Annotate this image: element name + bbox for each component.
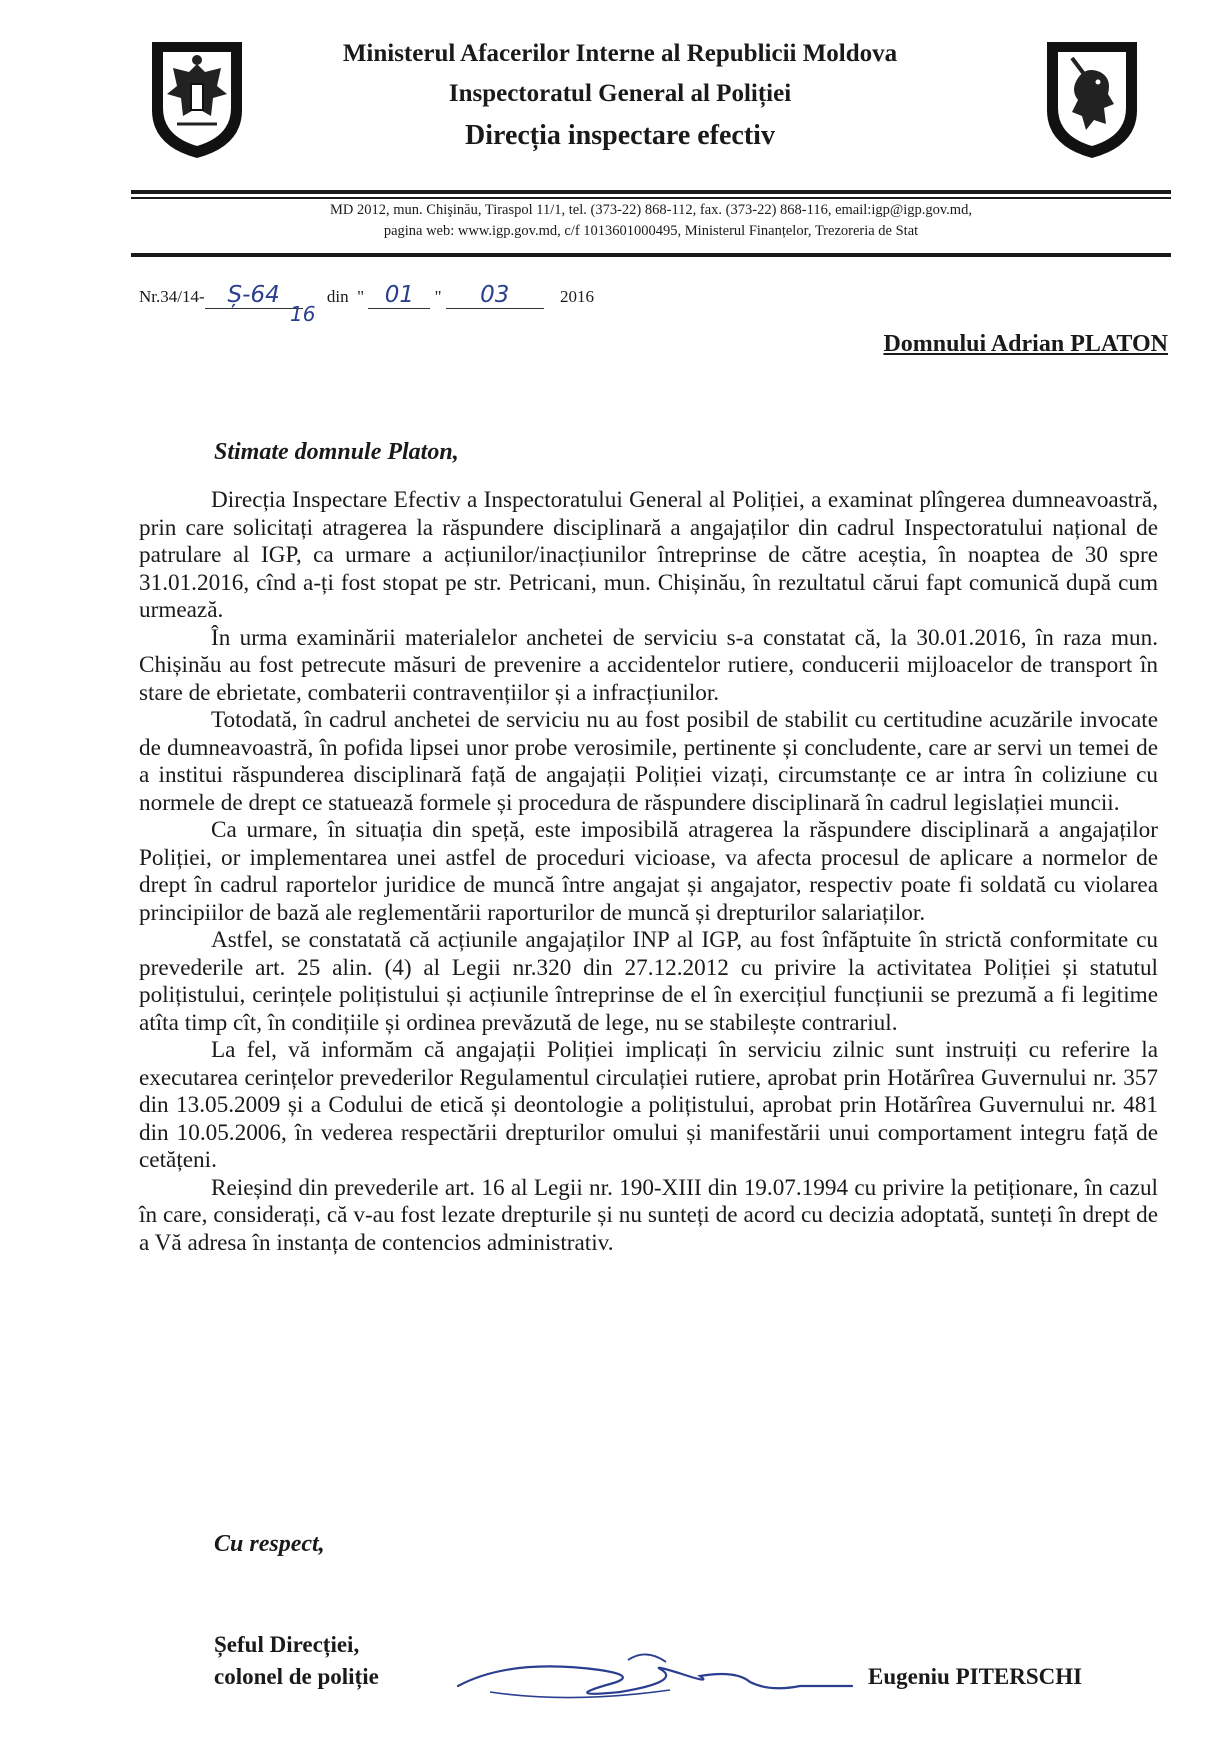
signer-title-line2: colonel de poliție bbox=[214, 1664, 379, 1689]
reference-date-label: din bbox=[326, 287, 349, 306]
signer-name: Eugeniu PITERSCHI bbox=[868, 1664, 1083, 1689]
letter-body bbox=[139, 487, 1158, 1257]
body-paragraph: Reieșind din prevederile art. 16 al Legii nr. 190-XIII din 19.07.1994 cu privire la petiționare, în cazul în care, considerați, că v-au fost lezate drepturile și nu sunteți de acord cu decizia adoptată, sunteți în drept de a Vă adresa în instanța de contencios administrativ. bbox=[139, 1174, 1158, 1256]
salutation: Stimate domnule Platon, bbox=[214, 439, 459, 465]
body-paragraph: Astfel, se constatată că acțiunile angajaților INP al IGP, au fost înfăptuite în strictă conformitate cu prevederile art. 25 alin. (4) al Legii nr.320 din 27.12.2012 cu privire la activitatea Poliției și statutul polițistului, cerințele polițistului și acțiunile întreprinse de el în exercițiul funcțiunii se prezumă a fi legitime atîta timp cît, în condițiile și ordinea prevăzută de lege, nu se stabilește contrariul. bbox=[139, 927, 1158, 1036]
reference-month: 03 bbox=[446, 282, 544, 309]
contact-web-line: pagina web: www.igp.gov.md, c/f 1013601000495, Ministerul Finanțelor, Trezoreria de Stat bbox=[383, 223, 919, 239]
reference-line: Nr.34/14- Ș-64 din " 01 " 03 2016 bbox=[139, 282, 595, 308]
header-divider-top-thin bbox=[131, 197, 1171, 199]
reference-number: Ș-64 bbox=[205, 282, 303, 309]
body-paragraph: Ca urmare, în situația din speță, este imposibilă atragerea la răspundere disciplinară a angajaților Poliției, or implementarea unei astfel de proceduri vicioase, va afecta procesul de aplicare a normelor de drept în cadrul raportelor juridice de muncă între angajat și angajator, respectiv poate fi soldată cu violarea principiilor de bază ale reglementării raporturilor de muncă și drepturilor salariaților. bbox=[139, 817, 1158, 926]
body-paragraph: Totodată, în cadrul anchetei de serviciu nu au fost posibil de stabilit cu certitudine acuzările invocate de dumneavoastră, în pofida lipsei unor probe verosimile, pertinente și concludente, care ar servi un temei de a institui răspunderea disciplinară față de angajații Poliției vizați, circumstanțe ce ar intra în coliziune cu normele de drept ce statuează formele și procedura de răspundere disciplinară în cadrul legislației muncii. bbox=[139, 707, 1158, 816]
contact-address-line: MD 2012, mun. Chişinău, Tiraspol 11/1, tel. (373-22) 868-112, fax. (373-22) 868-116, email:igp@igp.gov.md, bbox=[330, 202, 972, 218]
inspectorate-name: Inspectoratul General al Poliției bbox=[448, 80, 792, 107]
header-divider-bottom bbox=[131, 253, 1171, 257]
reference-day: 01 bbox=[368, 282, 430, 309]
body-paragraph: În urma examinării materialelor anchetei de serviciu s-a constatat că, la 30.01.2016, în raza mun. Chișinău au fost petrecute măsuri de prevenire a accidentelor rutiere, conducerii mijloacelor de transport în stare de ebrietate, combaterii contravențiilor și a infracțiunilor. bbox=[139, 624, 1158, 706]
police-lion-shield-icon bbox=[1042, 38, 1142, 162]
ministry-name: Ministerul Afacerilor Interne al Republicii Moldova bbox=[342, 40, 898, 67]
moldova-coat-of-arms-icon bbox=[147, 38, 247, 162]
reference-number-suffix: 16 bbox=[290, 302, 316, 326]
handwritten-signature-icon bbox=[450, 1640, 860, 1708]
header-divider-top bbox=[131, 190, 1171, 194]
signer-title-line1: Șeful Direcției, bbox=[214, 1632, 360, 1657]
reference-year: 2016 bbox=[560, 287, 595, 306]
body-paragraph: Direcția Inspectare Efectiv a Inspectoratului General al Poliției, a examinat plîngerea dumneavoastră, prin care solicitați atragerea la răspundere disciplinară a angajaților din cadrul Inspectoratului național de patrulare al IGP, ca urmare a acțiunilor/inacțiunilor întreprinse de către aceștia, în noaptea de 30 spre 31.01.2016, cînd a-ți fost stopat pe str. Petricani, mun. Chișinău, în rezultatul cărui fapt comunică după cum urmează. bbox=[139, 487, 1158, 623]
addressee: Domnului Adrian PLATON bbox=[883, 331, 1168, 357]
body-paragraph: La fel, vă informăm că angajații Poliției implicați în serviciu zilnic sunt instruiți cu referire la executarea cerințelor prevederilor Regulamentul circulației rutiere, aprobat prin Hotărîrea Guvernului nr. 357 din 13.05.2009 și a Codului de etică și deontologie a polițistului, aprobat prin Hotărîrea Guvernului nr. 481 din 10.05.2006, în vederea respectării drepturilor omului și manifestării unui comportament integru față de cetățeni. bbox=[139, 1037, 1158, 1173]
closing-phrase: Cu respect, bbox=[214, 1531, 325, 1557]
directorate-name: Direcția inspectare efectiv bbox=[465, 120, 775, 151]
reference-prefix: Nr.34/14- bbox=[139, 287, 205, 306]
